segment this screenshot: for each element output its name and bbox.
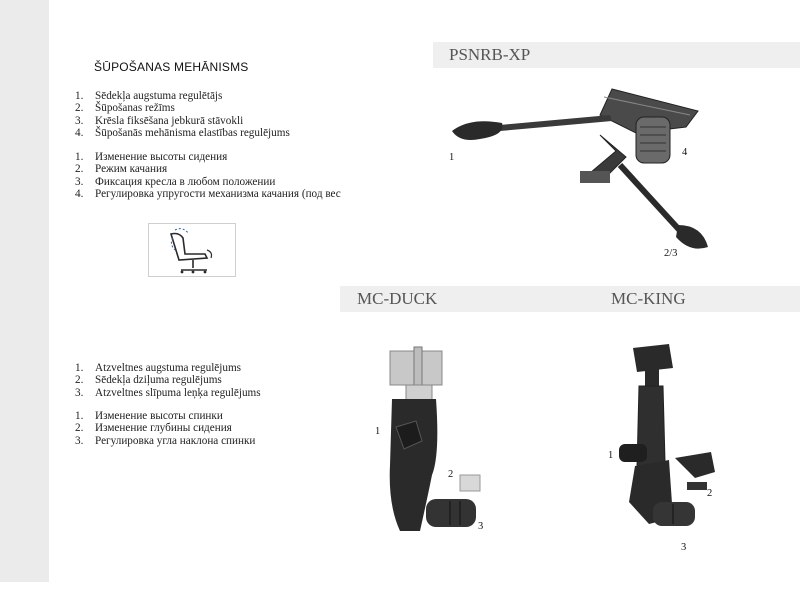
list-item: 2. Šūpošanas režīms — [75, 102, 175, 115]
callout-2-3: 2/3 — [664, 248, 678, 259]
left-margin-strip — [0, 0, 49, 582]
chair-tilt-icon — [148, 223, 236, 277]
section-title: ŠŪPOŠANAS MEHĀNISMS — [94, 60, 249, 74]
list-item: 3. Фиксация кресла в любом положении — [75, 175, 276, 188]
list-item: 4. Регулировка упругости механизма качания (под вес — [75, 188, 341, 201]
list-item: 2. Sēdekļa dziļuma regulējums — [75, 374, 222, 387]
product-name-duck: MC-DUCK — [357, 289, 438, 308]
list-item: 2. Режим качания — [75, 163, 168, 176]
callout-2: 2 — [707, 488, 713, 499]
mechanism-list-lv — [75, 90, 290, 140]
mc-king-image — [615, 342, 725, 547]
callout-2: 2 — [448, 469, 454, 480]
list-item: 2. Изменение глубины сидения — [75, 422, 232, 435]
callout-1: 1 — [449, 152, 455, 163]
list-item: 3. Atzveltnes slīpuma leņķa regulējums — [75, 386, 261, 399]
psnrb-mechanism-image — [440, 75, 710, 265]
list-item: 1. Sēdekļa augstuma regulētājs — [75, 90, 223, 102]
product-name-king: MC-KING — [611, 289, 686, 308]
product-name-psnrb: PSNRB-XP — [449, 45, 531, 64]
backrest-list-ru — [75, 410, 255, 447]
callout-1: 1 — [375, 426, 381, 437]
mechanism-list-ru — [75, 151, 341, 201]
list-item: 1. Atzveltnes augstuma regulējums — [75, 362, 242, 374]
list-item: 1. Изменение высоты спинки — [75, 410, 223, 422]
callout-3: 3 — [681, 542, 687, 553]
list-item: 3. Krēsla fiksēšana jebkurā stāvokli — [75, 114, 244, 127]
list-item: 4. Šūpošanās mehānisma elastības regulējums — [75, 127, 290, 140]
backrest-list-lv — [75, 362, 261, 399]
bottom-margin — [0, 582, 800, 600]
callout-4: 4 — [682, 147, 688, 158]
list-item: 1. Изменение высоты сидения — [75, 151, 228, 163]
mc-duck-image — [380, 345, 490, 545]
callout-3: 3 — [478, 521, 484, 532]
list-item: 3. Регулировка угла наклона спинки — [75, 434, 256, 447]
callout-1: 1 — [608, 450, 614, 461]
